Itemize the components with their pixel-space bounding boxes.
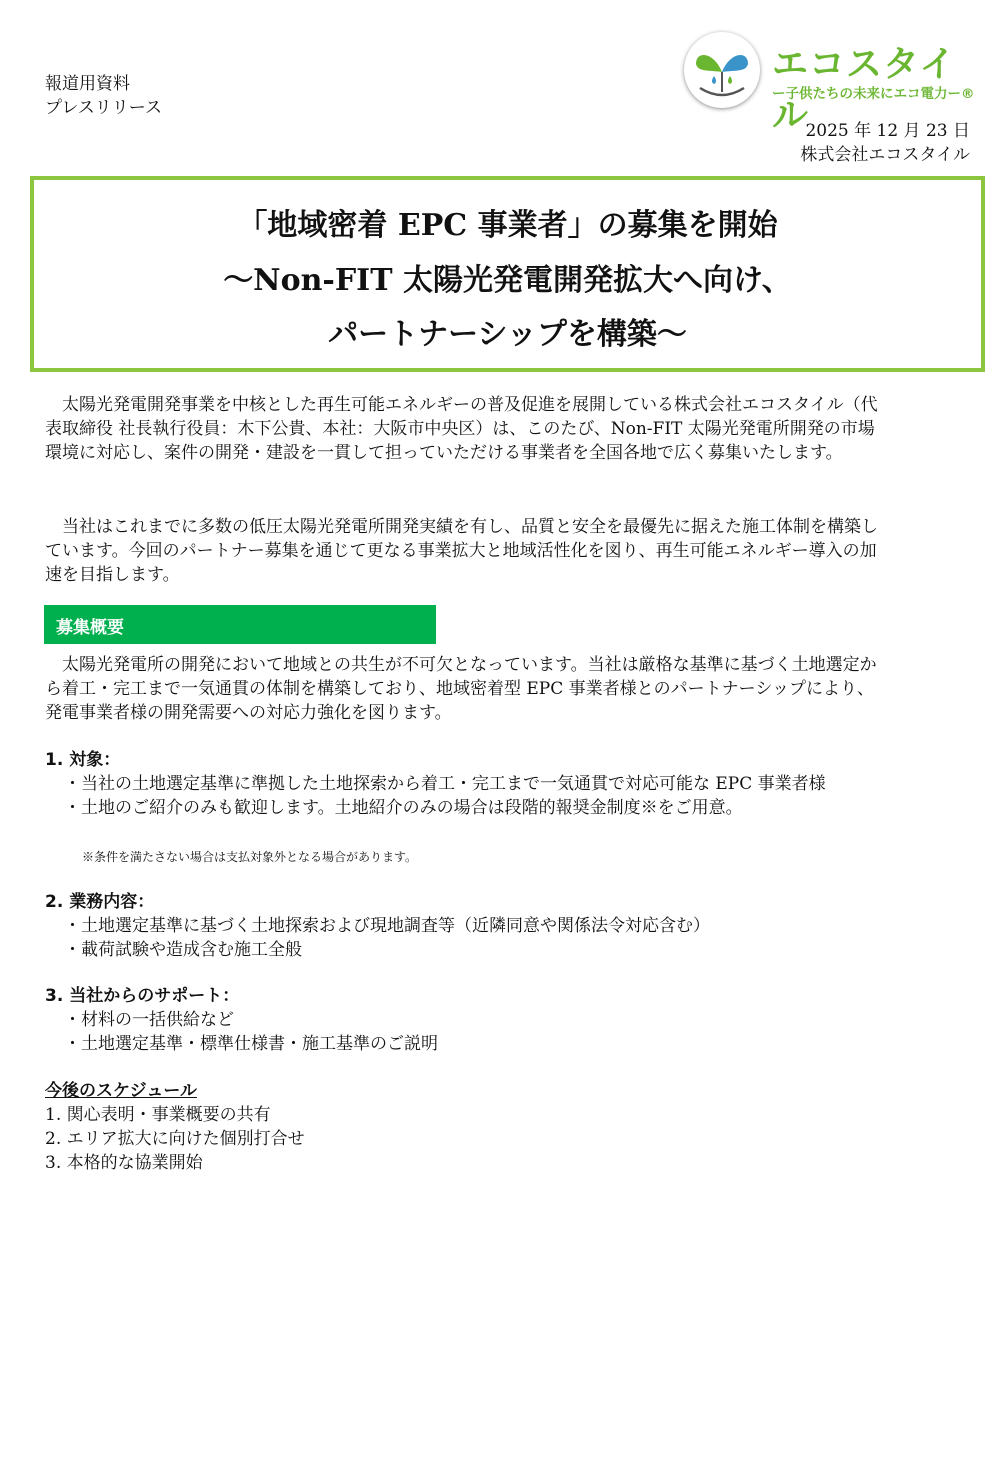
item-1-note: ※条件を満たさない場合は支払対象外となる場合があります。 — [82, 850, 418, 864]
title-line-3: パートナーシップを構築～ — [328, 317, 687, 352]
press-release-label: プレスリリース — [45, 98, 162, 118]
release-date: 2025 年 12 月 23 日 — [805, 121, 970, 141]
text-line: 環境に対応し、案件の開発・建設を一貫して担っていただける事業者を全国各地で広く募集いたします。 — [45, 443, 843, 463]
item-2-heading: 2. 業務内容： — [45, 892, 155, 912]
logo-emblem-icon — [684, 32, 760, 108]
logo-wordmark: エコスタイル — [772, 44, 957, 136]
text-line: ています。今回のパートナー募集を通じて更なる事業拡大と地域活性化を図り、再生可能エネルギー導入の加 — [45, 541, 877, 561]
company-name: 株式会社エコスタイル — [800, 145, 970, 165]
item-3-bullets — [64, 1008, 438, 1056]
item-2-bullets — [64, 914, 710, 962]
bullet-item: ・土地選定基準に基づく土地探索および現地調査等（近隣同意や関係法令対応含む） — [64, 916, 710, 936]
title-line-2: ～Non-FIT 太陽光発電開発拡大へ向け、 — [223, 263, 792, 298]
logo-tagline: ー子供たちの未来にエコ電力ー® — [772, 86, 975, 102]
schedule-item: 1. 関心表明・事業概要の共有 — [45, 1105, 271, 1125]
item-3-heading: 3. 当社からのサポート： — [45, 986, 240, 1006]
section-heading-bar — [44, 605, 436, 644]
item-1-bullets — [64, 772, 826, 820]
schedule-item: 2. エリア拡大に向けた個別打合せ — [45, 1129, 305, 1149]
text-line: 当社はこれまでに多数の低圧太陽光発電所開発実績を有し、品質と安全を最優先に据えた施工体制を構築し — [45, 517, 878, 537]
intro-paragraph-1 — [45, 393, 878, 465]
schedule-list — [45, 1103, 305, 1175]
intro-paragraph-2 — [45, 515, 878, 587]
text-line: 太陽光発電開発事業を中核とした再生可能エネルギーの普及促進を展開している株式会社エコスタイル（代 — [45, 395, 878, 415]
schedule-heading: 今後のスケジュール — [45, 1081, 197, 1101]
text-line: 発電事業者様の開発需要への対応力強化を図ります。 — [45, 703, 452, 723]
section-paragraph — [45, 653, 877, 725]
bullet-item: ・土地のご紹介のみも歓迎します。土地紹介のみの場合は段階的報奨金制度※をご用意。 — [64, 798, 743, 818]
bullet-item: ・土地選定基準・標準仕様書・施工基準のご説明 — [64, 1034, 438, 1054]
title-line-1: 「地域密着 EPC 事業者」の募集を開始 — [237, 208, 778, 243]
title-box — [30, 176, 985, 372]
bullet-item: ・当社の土地選定基準に準拠した土地探索から着工・完工まで一気通貫で対応可能な EPC 事業者様 — [64, 774, 826, 794]
bullet-item: ・載荷試験や造成含む施工全般 — [64, 940, 302, 960]
text-line: 表取締役 社長執行役員：木下公貴、本社：大阪市中央区）は、このたび、Non-FIT 太陽光発電所開発の市場 — [45, 419, 875, 439]
text-line: 太陽光発電所の開発において地域との共生が不可欠となっています。当社は厳格な基準に基づく土地選定か — [45, 655, 877, 675]
text-line: 速を目指します。 — [45, 565, 180, 585]
bullet-item: ・材料の一括供給など — [64, 1010, 234, 1030]
item-1-heading: 1. 対象： — [45, 750, 121, 770]
section-heading: 募集概要 — [56, 618, 124, 638]
doc-type-label: 報道用資料 — [45, 74, 130, 94]
schedule-item: 3. 本格的な協業開始 — [45, 1153, 203, 1173]
text-line: ら着工・完工まで一気通貫の体制を構築しており、地域密着型 EPC 事業者様とのパートナーシップにより、 — [45, 679, 874, 699]
